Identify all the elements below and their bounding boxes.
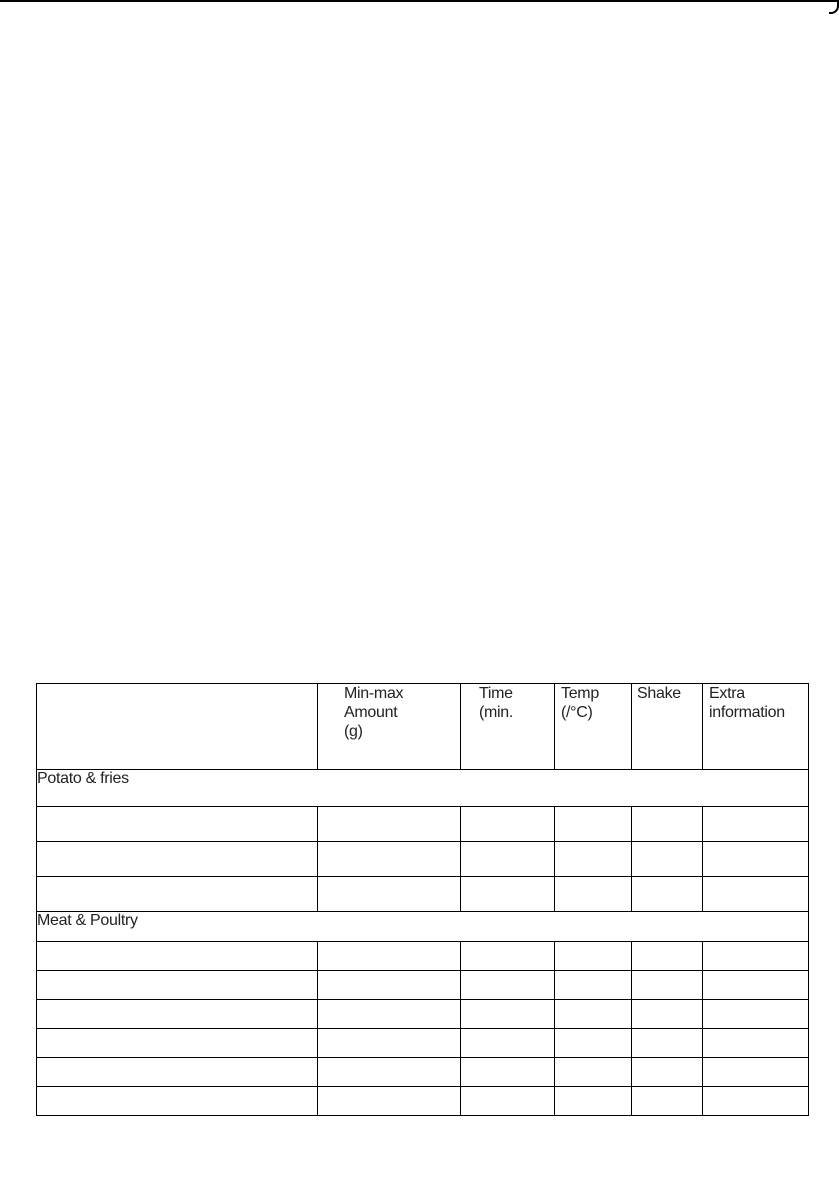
- header-temp: [555, 684, 632, 770]
- table-cell: [632, 971, 703, 1000]
- table-cell: [632, 1058, 703, 1087]
- header-extra-line-1: Extra: [709, 685, 745, 702]
- corner-mark: [829, 0, 839, 14]
- table-cell: [555, 1029, 632, 1058]
- table-row: [37, 1029, 809, 1058]
- table-row: [37, 1058, 809, 1087]
- section-row-potato: [37, 770, 809, 807]
- table-row: [37, 807, 809, 842]
- table-cell: [555, 807, 632, 842]
- table-cell: [318, 1029, 461, 1058]
- table-cell: [37, 971, 318, 1000]
- table-cell: [461, 942, 555, 971]
- table-cell: [632, 942, 703, 971]
- header-temp-line-1: Temp: [561, 685, 599, 702]
- table-cell: [703, 1000, 809, 1029]
- table-cell: [632, 1000, 703, 1029]
- header-shake: Shake: [632, 684, 703, 770]
- table-cell: [555, 971, 632, 1000]
- table-cell: [461, 1058, 555, 1087]
- table-cell: [703, 1058, 809, 1087]
- table-cell: [461, 842, 555, 877]
- header-extra-line-2: information: [709, 704, 785, 721]
- table-row: [37, 942, 809, 971]
- table-cell: [461, 1029, 555, 1058]
- top-rule: [0, 0, 839, 2]
- table-cell: [37, 1087, 318, 1116]
- table-cell: [555, 842, 632, 877]
- header-time: [461, 684, 555, 770]
- table-cell: [318, 1000, 461, 1029]
- table-cell: [632, 1087, 703, 1116]
- table-cell: [37, 1058, 318, 1087]
- table-cell: [555, 1000, 632, 1029]
- table-cell: [461, 971, 555, 1000]
- table-row: [37, 971, 809, 1000]
- table-cell: [37, 842, 318, 877]
- section-row-meat: [37, 912, 809, 942]
- cooking-table: [36, 683, 809, 1116]
- table-cell: [461, 1000, 555, 1029]
- table-cell: [632, 842, 703, 877]
- table-cell: [461, 1087, 555, 1116]
- table-cell: [318, 1087, 461, 1116]
- header-amount-line-1: Min-max: [344, 685, 404, 702]
- header-amount-line-2: Amount: [344, 704, 398, 721]
- table-cell: [703, 1087, 809, 1116]
- table-cell: [37, 877, 318, 912]
- table-cell: [632, 1029, 703, 1058]
- table-cell: [318, 1058, 461, 1087]
- section-title-meat: Meat & Poultry: [37, 912, 809, 942]
- table-cell: [703, 1029, 809, 1058]
- table-cell: [318, 971, 461, 1000]
- header-extra: [703, 684, 809, 770]
- table-cell: [318, 877, 461, 912]
- table-cell: [703, 807, 809, 842]
- section-title-potato: Potato & fries: [37, 770, 809, 807]
- table-row: [37, 877, 809, 912]
- table-cell: [632, 807, 703, 842]
- table-cell: [555, 877, 632, 912]
- table-cell: [555, 942, 632, 971]
- table-cell: [37, 942, 318, 971]
- header-temp-line-2: (/°C): [561, 704, 593, 721]
- table-cell: [555, 1087, 632, 1116]
- table-cell: [461, 807, 555, 842]
- table-cell: [461, 877, 555, 912]
- table-row: [37, 1000, 809, 1029]
- table-row: [37, 842, 809, 877]
- header-row: [37, 684, 809, 770]
- header-food: [37, 684, 318, 770]
- table-cell: [318, 942, 461, 971]
- table-cell: [703, 942, 809, 971]
- table-cell: [318, 842, 461, 877]
- table-cell: [632, 877, 703, 912]
- table-cell: [37, 807, 318, 842]
- table-cell: [703, 877, 809, 912]
- header-amount-line-3: (g): [344, 723, 363, 740]
- header-time-line-1: Time: [479, 685, 513, 702]
- table-cell: [555, 1058, 632, 1087]
- table-cell: [703, 971, 809, 1000]
- table-cell: [37, 1000, 318, 1029]
- table-cell: [703, 842, 809, 877]
- table-cell: [37, 1029, 318, 1058]
- table-row: [37, 1087, 809, 1116]
- table-cell: [318, 807, 461, 842]
- header-time-line-2: (min.: [479, 704, 514, 721]
- header-amount: [318, 684, 461, 770]
